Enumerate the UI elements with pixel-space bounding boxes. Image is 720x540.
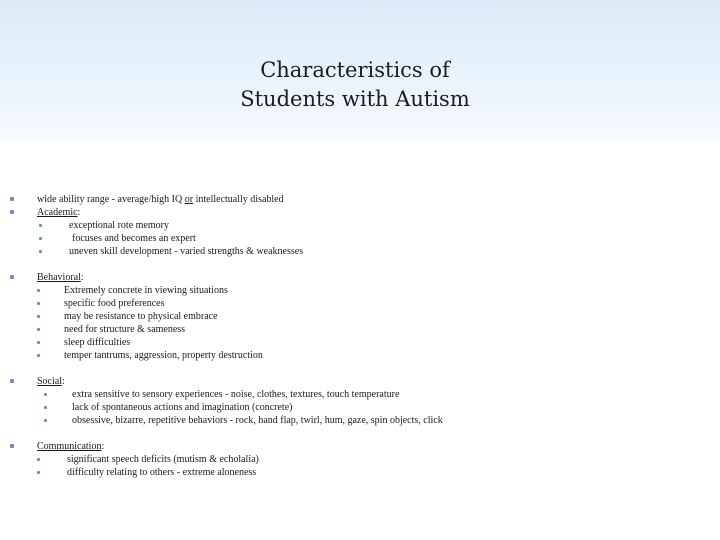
- bullet-icon: [37, 302, 40, 305]
- communication-heading: Communication: [37, 441, 102, 452]
- list-subitem: may be resistance to physical embrace: [0, 310, 720, 323]
- academic-heading: Academic: [37, 207, 78, 218]
- list-subitem: exceptional rote memory: [0, 219, 720, 232]
- list-subitem: obsessive, bizarre, repetitive behaviors - rock, hand flap, twirl, hum, gaze, spin objects, click: [0, 414, 720, 427]
- list-subitem: uneven skill development - varied strengths & weaknesses: [0, 245, 720, 258]
- bullet-icon: [10, 197, 14, 201]
- behavioral-heading: Behavioral: [37, 272, 81, 283]
- list-item-academic: Academic:: [0, 206, 720, 219]
- bullet-icon: [10, 275, 14, 279]
- bullet-icon: [39, 237, 42, 240]
- list-subitem: focuses and becomes an expert: [0, 232, 720, 245]
- bullet-icon: [37, 328, 40, 331]
- slide-title-line-2: Students with Autism: [240, 87, 470, 111]
- slide-title-line-1: Characteristics of: [260, 58, 450, 82]
- list-subitem: Extremely concrete in viewing situations: [0, 284, 720, 297]
- bullet-icon: [44, 393, 47, 396]
- bullet-icon: [39, 250, 42, 253]
- bullet-icon: [44, 419, 47, 422]
- list-subitem: extra sensitive to sensory experiences - noise, clothes, textures, touch temperature: [0, 388, 720, 401]
- bullet-icon: [10, 379, 14, 383]
- list-item-social: Social:: [0, 375, 720, 388]
- list-item-behavioral: Behavioral:: [0, 271, 720, 284]
- bullet-icon: [39, 224, 42, 227]
- slide-content: [0, 193, 720, 479]
- list-item-communication: Communication:: [0, 440, 720, 453]
- bullet-icon: [10, 210, 14, 214]
- list-subitem: lack of spontaneous actions and imagination (concrete): [0, 401, 720, 414]
- list-subitem: significant speech deficits (mutism & echolalia): [0, 453, 720, 466]
- bullet-icon: [37, 341, 40, 344]
- bullet-icon: [37, 289, 40, 292]
- list-subitem: temper tantrums, aggression, property destruction: [0, 349, 720, 362]
- slide-title: [200, 56, 510, 114]
- list-subitem: sleep difficulties: [0, 336, 720, 349]
- list-item-ability-range: wide ability range - average/high IQ or intellectually disabled: [0, 193, 720, 206]
- bullet-icon: [37, 315, 40, 318]
- bullet-icon: [37, 471, 40, 474]
- social-heading: Social: [37, 376, 62, 387]
- bullet-icon: [10, 444, 14, 448]
- list-subitem: need for structure & sameness: [0, 323, 720, 336]
- bullet-icon: [37, 354, 40, 357]
- list-subitem: difficulty relating to others - extreme aloneness: [0, 466, 720, 479]
- list-subitem: specific food preferences: [0, 297, 720, 310]
- bullet-icon: [37, 458, 40, 461]
- bullet-icon: [44, 406, 47, 409]
